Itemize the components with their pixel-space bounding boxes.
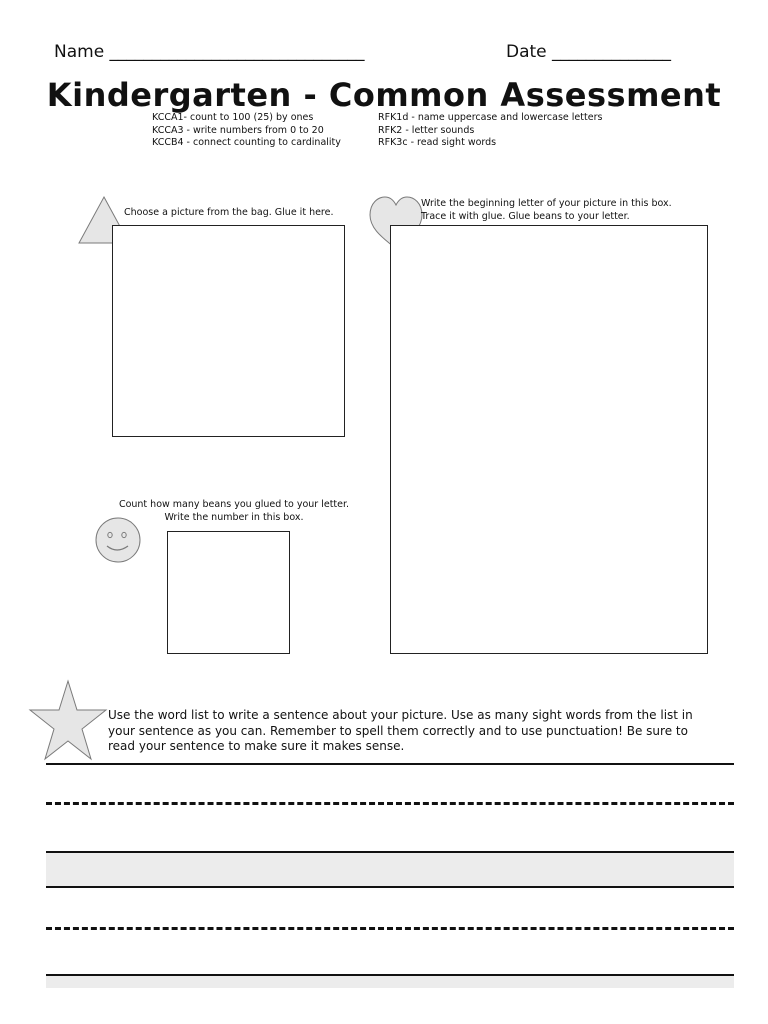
count-instruction-line: Write the number in this box.: [164, 511, 304, 523]
standard-item: KCCB4 - connect counting to cardinality: [152, 137, 341, 148]
standard-item: RFK1d - name uppercase and lowercase letters: [378, 112, 603, 123]
standards-list-math: [152, 112, 341, 150]
sentence-instruction: Use the word list to write a sentence about your picture. Use as many sight words from the list in your sentence as you can. Remember to spell them correctly and to use punctuation! Be sure to read your sentence to make sure it makes sense.: [108, 708, 693, 753]
smiley-face-icon: [94, 516, 142, 564]
count-instruction-line: Count how many beans you glued to your letter.: [118, 499, 350, 510]
writing-descender-band: [46, 976, 734, 988]
date-field-label: Date ______________: [506, 42, 672, 62]
writing-top-line: [46, 763, 734, 765]
writing-descender-band: [46, 852, 734, 886]
writing-midline-dashed[interactable]: [46, 927, 734, 930]
picture-glue-box[interactable]: [112, 225, 345, 437]
name-field-label: Name ______________________________: [54, 42, 365, 62]
letter-instruction-line: Trace it with glue. Glue beans to your letter.: [421, 210, 630, 222]
standard-item: KCCA3 - write numbers from 0 to 20: [152, 124, 324, 136]
page-title: Kindergarten - Common Assessment: [46, 76, 722, 114]
standard-item: RFK2 - letter sounds: [378, 124, 475, 136]
writing-midline-dashed[interactable]: [46, 802, 734, 805]
writing-baseline[interactable]: [46, 851, 734, 853]
beginning-letter-box[interactable]: [390, 225, 708, 654]
picture-instruction: Choose a picture from the bag. Glue it here.: [124, 207, 334, 218]
count-instruction: [104, 499, 364, 524]
standard-item: RFK3c - read sight words: [378, 137, 497, 148]
standard-item: KCCA1- count to 100 (25) by ones: [152, 112, 314, 123]
writing-baseline[interactable]: [46, 974, 734, 976]
letter-instruction-line: Write the beginning letter of your picture in this box.: [421, 198, 672, 209]
letter-instruction: [421, 198, 672, 223]
writing-top-line: [46, 886, 734, 888]
bean-count-box[interactable]: [167, 531, 290, 654]
standards-list-reading: [378, 112, 602, 150]
star-icon: [29, 679, 107, 763]
